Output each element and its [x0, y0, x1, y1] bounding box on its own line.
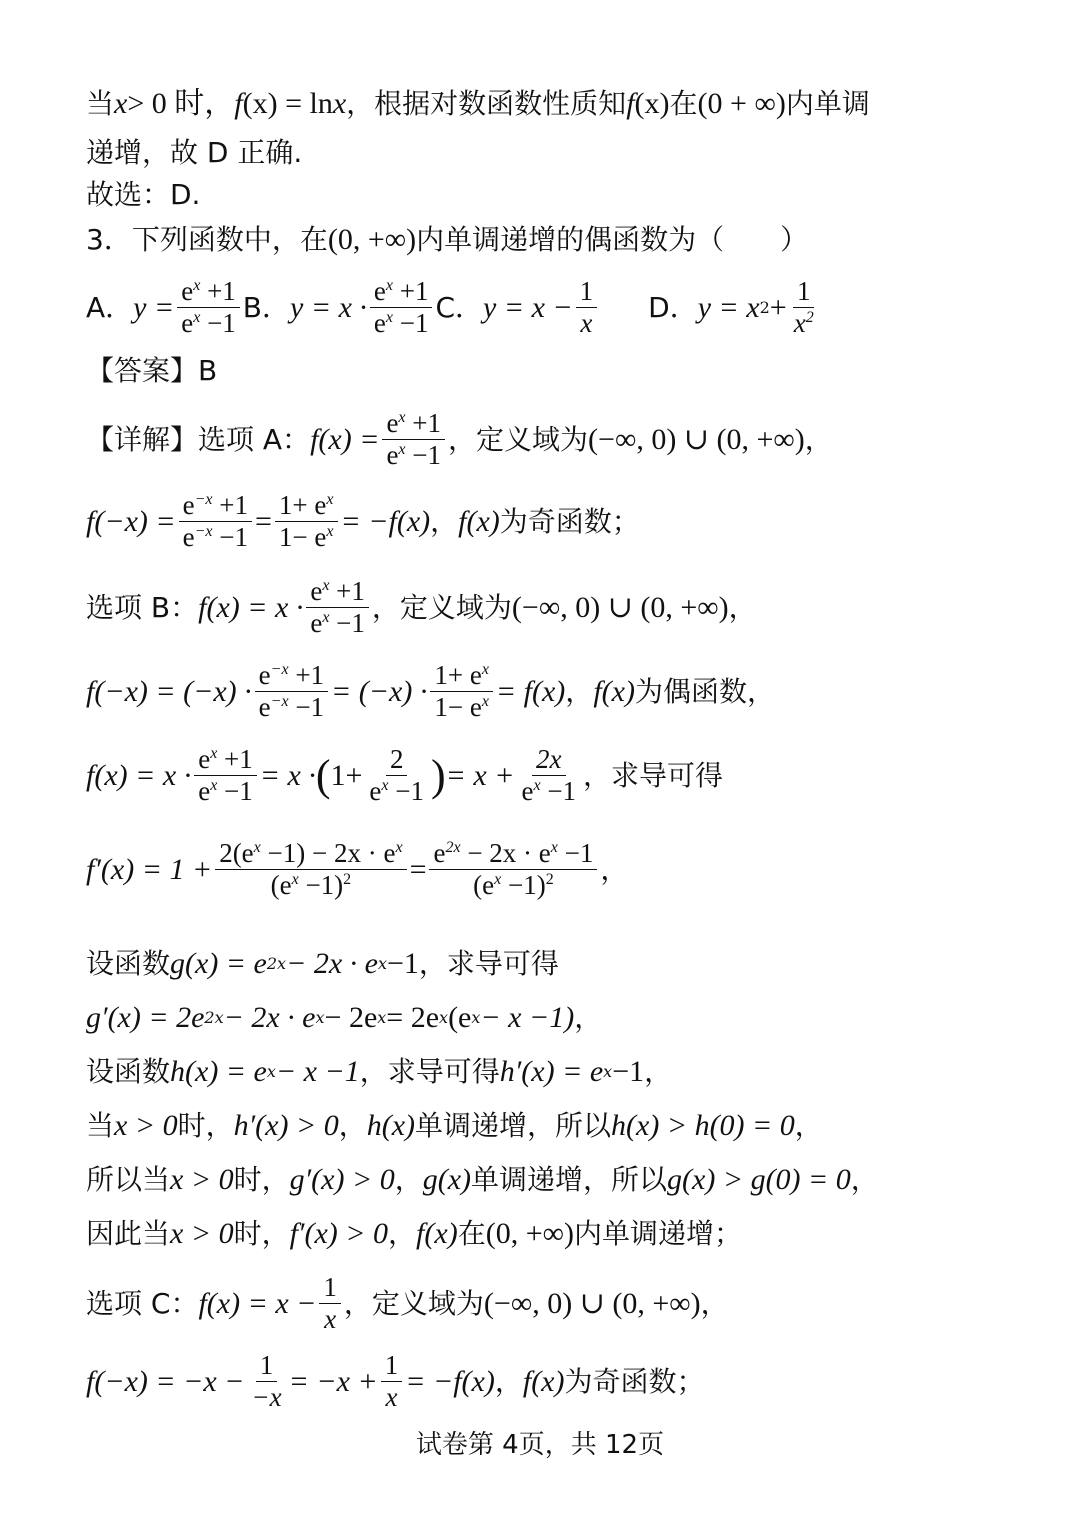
text: 当 [86, 87, 115, 121]
fraction: $\frac{1+ e^x}{1- e^x}$ [275, 490, 338, 553]
text: 在 [669, 87, 698, 121]
math: y = x · [290, 290, 367, 324]
text-line-2: 递增，故 D 正确. [86, 136, 303, 169]
options-line: A． y = $\frac{e^x +1}{e^x -1}$ B． y = x · $\frac{e^x +1}{e^x -1}$ C． y = x − $\frac{1}{x}$ D． y = x 2 + $\frac{1}{x^2}$ [86, 276, 1040, 339]
math: (x) = ln [242, 87, 333, 120]
option-b-label: B． [242, 290, 291, 324]
detail-b2: f(−x) = (−x) · $\frac{e^{-x} +1}{e^{-x} -1}$ = (−x) · $\frac{1+ e^x}{1- e^x}$ = f(x) ， f(x) 为偶函数， [86, 660, 775, 723]
math: (0, +∞) [327, 223, 417, 256]
detail-b9: 所以当 x > 0 时， g′(x) > 0 ， g(x) 单调递增，所以 g(x) > g(0) = 0 ， [86, 1163, 879, 1197]
detail-b4: f′(x) = 1 + $\frac{2(e^x -1) - 2x \cdot e^x}{(e^x -1)^2}$ = $\frac{e^{2x} - 2x \cdot e^x -1}{(e^x -1)^2}$ ， [86, 838, 629, 901]
math: y = x − [483, 290, 573, 324]
fraction: $\frac{e^{-x} +1}{e^{-x} -1}$ [255, 660, 328, 723]
detail-c2: f(−x) = −x − $\frac{1}{-x}$ = −x + $\frac{1}{x}$ = −f(x) ， f(x) 为奇函数； [86, 1350, 705, 1413]
fraction: $\frac{1}{x}$ [319, 1272, 341, 1335]
math: (x) [634, 87, 670, 120]
fraction: $\frac{1}{x}$ [381, 1350, 403, 1413]
fraction: $\frac{2}{e^x -1}$ [369, 744, 424, 807]
fraction: $\frac{1}{x}$ [576, 276, 598, 339]
detail-b: 选项 B： f(x) = x · $\frac{e^x +1}{e^x -1}$ ，定义域为 (−∞, 0) ∪ (0, +∞) ， [86, 576, 757, 639]
math: x [332, 87, 347, 120]
math: x [114, 87, 128, 120]
fraction: $\frac{e^x +1}{e^x -1}$ [177, 276, 240, 339]
detail-a: 【详解】选项 A： f(x) = $\frac{e^x +1}{e^x -1}$ ，定义域为 (−∞, 0) ∪ (0, +∞) ， [86, 408, 833, 471]
question-3 [86, 222, 1040, 258]
text: ，根据对数函数性质知 [346, 87, 627, 121]
fraction: $\frac{e^{2x} - 2x \cdot e^x -1}{(e^x -1)^2}$ [429, 838, 597, 901]
detail-b8: 当 x > 0 时， h′(x) > 0 ， h(x) 单调递增，所以 h(x) > h(0) = 0 ， [86, 1109, 823, 1143]
fraction: $\frac{1}{x^2}$ [793, 276, 814, 339]
fraction: $\frac{2x}{e^x -1}$ [521, 744, 577, 807]
fraction: $\frac{e^x +1}{e^x -1}$ [194, 744, 257, 807]
detail-c: 选项 C： f(x) = x − $\frac{1}{x}$ ，定义域为 (−∞, 0) ∪ (0, +∞) ， [86, 1272, 729, 1335]
page-footer: 试卷第 4页，共 12页 [415, 1430, 665, 1460]
detail-b3: f(x) = x · $\frac{e^x +1}{e^x -1}$ = x · ( 1+ $\frac{2}{e^x -1}$ ) = x + $\frac{2x}{e^x -1}$ ，求导可得 [86, 744, 724, 807]
text: 内单调 [785, 87, 870, 121]
math: f [234, 87, 243, 120]
text-line-3: 故选：D. [86, 178, 201, 211]
detail-b5: 设函数 g(x) = e 2x − 2x · e x −1 ，求导可得 [86, 947, 559, 981]
answer: 【答案】B [86, 354, 218, 387]
math: + [769, 290, 787, 324]
detail-b10: 因此当 x > 0 时， f′(x) > 0 ， f(x) 在 (0, +∞) 内单调递增； [86, 1217, 743, 1251]
text: > 0 时， [127, 87, 235, 120]
math: y = [133, 290, 175, 324]
text-line-1 [86, 86, 1040, 122]
fraction: $\frac{1}{-x}$ [251, 1350, 282, 1413]
option-d-label: D． [648, 290, 698, 324]
math: (0 + ∞) [697, 87, 786, 120]
fraction: $\frac{e^x +1}{e^x -1}$ [306, 576, 369, 639]
detail-b7: 设函数 h(x) = e x − x −1 ，求导可得 h′(x) = e x −1 ， [86, 1055, 673, 1089]
text: 3．下列函数中，在 [86, 223, 328, 257]
fraction: $\frac{e^x +1}{e^x -1}$ [382, 408, 445, 471]
detail-b6: g′(x) = 2e 2x − 2x · e x − 2e x = 2e x (e x − x −1) ， [86, 1001, 603, 1035]
math: f [626, 87, 635, 120]
fraction: $\frac{e^x +1}{e^x -1}$ [370, 276, 433, 339]
option-a-label: A． [86, 290, 134, 324]
fraction: $\frac{1+ e^x}{1- e^x}$ [430, 660, 493, 723]
fraction: $\frac{2(e^x -1) - 2x \cdot e^x}{(e^x -1)^2}$ [215, 838, 406, 901]
option-c-label: C． [435, 290, 484, 324]
math: y = x [697, 290, 760, 324]
text: 内单调递增的偶函数为（ ） [416, 223, 809, 257]
fraction: $\frac{e^{-x} +1}{e^{-x} -1}$ [179, 490, 252, 553]
detail-a2: f(−x) = $\frac{e^{-x} +1}{e^{-x} -1}$ = $\frac{1+ e^x}{1- e^x}$ = −f(x) ， f(x) 为奇函数； [86, 490, 640, 553]
